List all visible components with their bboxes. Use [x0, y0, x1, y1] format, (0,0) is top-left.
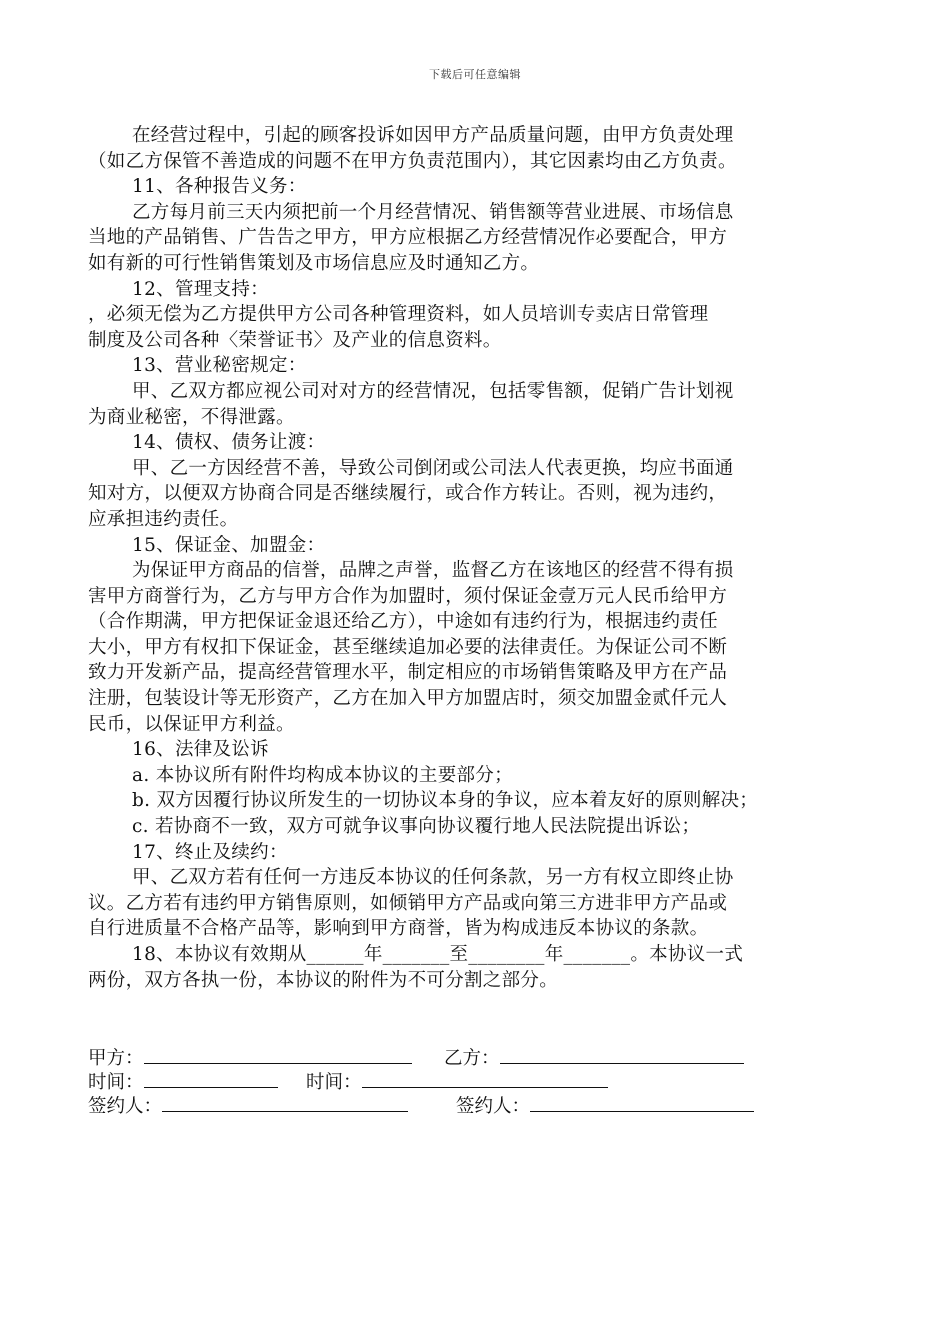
contract-line: 应承担违约责任。	[88, 508, 239, 530]
time-b-field	[306, 1069, 608, 1095]
contract-line: b. 双方因覆行协议所发生的一切协议本身的争议，应本着友好的原则解决；	[132, 790, 759, 812]
contract-line: 15、保证金、加盟金：	[132, 534, 326, 556]
contract-line: 乙方每月前三天内须把前一个月经营情况、销售额等营业进展、市场信息	[132, 201, 734, 223]
contract-line: 为保证甲方商品的信誉，品牌之声誉，监督乙方在该地区的经营不得有损	[132, 560, 734, 582]
contract-line: 大小，甲方有权扣下保证金，甚至继续追加必要的法律责任。为保证公司不断	[88, 636, 728, 658]
contract-line: 自行进质量不合格产品等，影响到甲方商誉，皆为构成违反本协议的条款。	[88, 918, 709, 940]
contract-body	[88, 123, 863, 993]
party-b-blank[interactable]	[500, 1045, 744, 1064]
signature-block	[88, 1045, 868, 1117]
contract-line: 民币，以保证甲方利益。	[88, 713, 295, 735]
contract-line: a. 本协议所有附件均构成本协议的主要部分；	[132, 764, 513, 786]
contract-line: 议。乙方若有违约甲方销售原则，如倾销甲方产品或向第三方进非甲方产品或	[88, 892, 728, 914]
party-b-field	[444, 1045, 744, 1071]
header-note: 下载后可任意编辑	[429, 68, 521, 81]
contract-line: 12、管理支持：	[132, 278, 269, 300]
contract-line: 18、本协议有效期从______年_______至________年_______。本协议一式	[132, 944, 744, 965]
contract-line: ，必须无偿为乙方提供甲方公司各种管理资料，如人员培训专卖店日常管理	[88, 304, 709, 326]
contract-line: 致力开发新产品，提高经营管理水平，制定相应的市场销售策略及甲方在产品	[88, 662, 728, 684]
time-a-label: 时间：	[88, 1072, 144, 1093]
party-a-label: 甲方：	[88, 1048, 144, 1069]
signature-row-time	[88, 1069, 868, 1093]
contract-line: 14、债权、债务让渡：	[132, 432, 326, 454]
contract-line: 为商业秘密，不得泄露。	[88, 406, 295, 428]
contract-line: 知对方，以便双方协商合同是否继续履行，或合作方转让。否则，视为违约，	[88, 483, 728, 505]
signer-a-field	[88, 1093, 408, 1119]
contract-line: 注册，包装设计等无形资产，乙方在加入甲方加盟店时，须交加盟金贰仟元人	[88, 688, 728, 710]
contract-line: 害甲方商誉行为，乙方与甲方合作为加盟时，须付保证金壹万元人民币给甲方	[88, 585, 728, 607]
contract-line: 在经营过程中，引起的顾客投诉如因甲方产品质量问题，由甲方负责处理	[132, 125, 734, 146]
contract-line: 当地的产品销售、广告告之甲方，甲方应根据乙方经营情况作必要配合，甲方	[88, 227, 728, 249]
signer-b-label: 签约人：	[456, 1096, 531, 1117]
signature-row-signer	[88, 1093, 868, 1117]
contract-line: （如乙方保管不善造成的问题不在甲方负责范围内），其它因素均由乙方负责。	[88, 150, 737, 172]
contract-line: 如有新的可行性销售策划及市场信息应及时通知乙方。	[88, 252, 540, 274]
signature-row-party	[88, 1045, 868, 1069]
signer-b-blank[interactable]	[530, 1093, 754, 1112]
contract-line: 甲、乙双方若有任何一方违反本协议的任何条款，另一方有权立即终止协	[132, 867, 734, 889]
contract-line: 甲、乙双方都应视公司对对方的经营情况，包括零售额，促销广告计划视	[132, 380, 734, 402]
contract-line: 17、终止及续约：	[132, 841, 288, 863]
contract-line: 13、营业秘密规定：	[132, 355, 307, 377]
party-a-blank[interactable]	[144, 1045, 412, 1064]
signer-a-blank[interactable]	[162, 1093, 408, 1112]
party-b-label: 乙方：	[444, 1048, 500, 1069]
contract-line: 16、法律及讼诉	[132, 739, 269, 761]
time-b-label: 时间：	[306, 1072, 362, 1093]
contract-line: 两份，双方各执一份，本协议的附件为不可分割之部分。	[88, 969, 559, 991]
contract-line: 甲、乙一方因经营不善，导致公司倒闭或公司法人代表更换，均应书面通	[132, 457, 734, 479]
time-b-blank[interactable]	[362, 1069, 608, 1088]
party-a-field	[88, 1045, 412, 1071]
contract-line: c. 若协商不一致，双方可就争议事向协议覆行地人民法院提出诉讼；	[132, 816, 701, 838]
signer-a-label: 签约人：	[88, 1096, 163, 1117]
signer-b-field	[456, 1093, 754, 1119]
contract-line: （合作期满，甲方把保证金退还给乙方），中途如有违约行为，根据违约责任	[88, 611, 718, 633]
contract-line: 制度及公司各种〈荣誉证书〉及产业的信息资料。	[88, 329, 502, 351]
time-a-blank[interactable]	[144, 1069, 278, 1088]
contract-line: 11、各种报告义务：	[132, 176, 307, 198]
time-a-field	[88, 1069, 278, 1095]
